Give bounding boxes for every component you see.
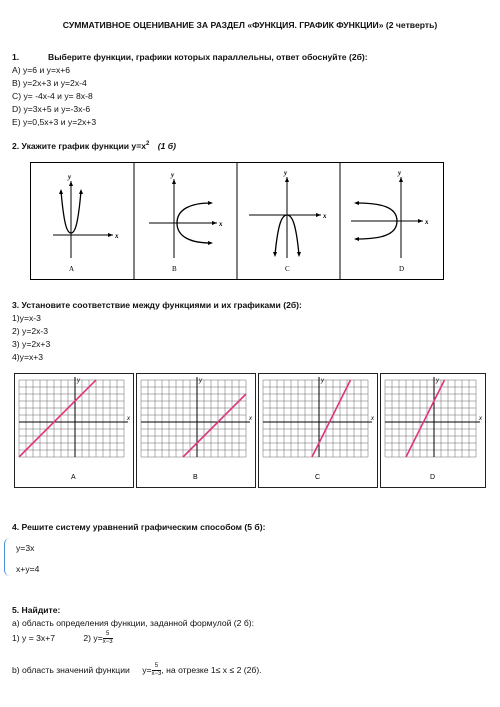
q2b-x-label: x (219, 220, 223, 228)
q2d-x-arrow (418, 219, 423, 223)
function-line (406, 380, 445, 457)
q2d-curve-arrow-top (354, 201, 359, 205)
q1-option-e: E) y=0,5x+3 и y=2x+3 (12, 117, 97, 127)
x-axis-label: x (249, 416, 252, 422)
y-axis-label: y (77, 378, 80, 384)
q2c-caption: C (285, 265, 290, 273)
q1-number: 1. (12, 52, 20, 62)
q4-text: 4. Решите систему уравнений графическим способом (5 б): (12, 522, 266, 532)
x-axis-label: x (371, 416, 374, 422)
q3-graph-c-svg (259, 374, 377, 487)
y-axis-label: y (436, 378, 439, 384)
q3-graph-d-caption: D (430, 474, 436, 481)
x-axis-label: x (127, 416, 130, 422)
q2-graph-a (53, 173, 119, 273)
q5-b-fraction (152, 663, 162, 678)
q2b-curve-arrow-top (208, 201, 213, 205)
q2-graph-d (351, 169, 429, 273)
q3-graph-c-caption: C (315, 474, 321, 481)
q2-graphs-svg (31, 163, 443, 279)
page-title: СУММАТИВНОЕ ОЦЕНИВАНИЕ ЗА РАЗДЕЛ «ФУНКЦИЯ. ГРАФИК ФУНКЦИИ» (2 четверть) (62, 20, 438, 30)
q2c-curve-arrow-right (297, 252, 301, 257)
q5-b-text: b) область значений функции (12, 664, 130, 675)
q2a-y-label: y (68, 173, 72, 181)
q2a-x-arrow (108, 233, 113, 237)
q3-item-4: 4)y=x+3 (12, 352, 44, 362)
q5-a-fraction-den: x−3 (102, 639, 113, 645)
q1-option-a: A) y=6 и y=x+6 (12, 65, 71, 75)
q2d-y-label: y (398, 169, 402, 177)
q2b-caption: B (172, 265, 177, 273)
q2-graph-panel (30, 162, 444, 280)
q2c-x-arrow (316, 213, 321, 217)
q5-b-fraction-num: 5 (152, 663, 162, 671)
q3-graph-b (136, 373, 256, 488)
q4-equation-1: y=3x (16, 543, 35, 553)
q2d-y-arrow (399, 177, 403, 182)
q3-graph-a-svg (15, 374, 133, 487)
function-line (312, 380, 351, 457)
q5-b-line (12, 663, 262, 678)
q2a-caption: A (69, 265, 75, 273)
system-brace (4, 538, 11, 576)
q1-option-d: D) y=3x+5 и y=-3x-6 (12, 104, 91, 114)
q1-text: Выберите функции, графики которых параллельны, ответ обоснуйте (2б): (48, 52, 368, 62)
q2d-caption: D (399, 265, 405, 273)
q2a-curve-arrow-right (79, 189, 83, 194)
q2d-x-label: x (425, 218, 429, 226)
q1-option-c: C) y= -4x-4 и y= 8x-8 (12, 91, 93, 101)
q5-a-formula-2-prefix: 2) y= (83, 632, 103, 643)
q2b-curve-arrow-bottom (208, 241, 213, 245)
q3-graph-d-svg (381, 374, 485, 487)
q2-graph-b (149, 171, 223, 273)
q5-b-tail: , на отрезке 1≤ x ≤ 2 (2б). (161, 664, 262, 675)
q3-graph-d (380, 373, 486, 488)
q2d-curve-arrow-bottom (354, 237, 359, 241)
q2b-y-arrow (172, 179, 176, 184)
q2c-y-label: y (284, 169, 288, 177)
x-axis-label: x (479, 416, 482, 422)
function-line (183, 394, 246, 457)
q3-item-3: 3) y=2x+3 (12, 339, 51, 349)
q2a-y-arrow (69, 181, 73, 186)
q2-graph-c (249, 169, 327, 273)
q2c-curve-arrow-left (273, 252, 277, 257)
y-axis-label: y (199, 378, 202, 384)
q3-graph-a-caption: A (71, 474, 76, 481)
q5-a-fraction-num: 5 (103, 631, 113, 639)
q5-b-y: y= (142, 664, 152, 675)
q2a-curve-arrow-left (59, 189, 63, 194)
q5-b-fraction-den: x−3 (151, 671, 162, 677)
q3-item-2: 2) y=2x-3 (12, 326, 49, 336)
q5-a-formulas (12, 631, 113, 646)
q3-graph-b-caption: B (193, 474, 198, 481)
q5-text: 5. Найдите: (12, 605, 61, 615)
q3-graph-a (14, 373, 134, 488)
q5-a-text: a) область определения функции, заданной формулой (2 б): (12, 618, 254, 628)
q2a-x-label: x (115, 232, 119, 240)
q3-graph-c (258, 373, 378, 488)
function-line (19, 380, 96, 457)
q3-item-1: 1)y=x-3 (12, 313, 41, 323)
q2-exponent: 2 (146, 141, 150, 148)
q2c-y-arrow (285, 177, 289, 182)
q5-a-formula-1: 1) y = 3x+7 (12, 632, 55, 643)
q3-graph-b-svg (137, 374, 255, 487)
q2-question: 2. Укажите график функции y=x (12, 141, 146, 151)
q2-text (12, 141, 176, 151)
q2b-x-arrow (212, 221, 217, 225)
q2c-x-label: x (323, 212, 327, 220)
q1-option-b: B) y=2x+3 и y=2x-4 (12, 78, 87, 88)
q5-a-fraction (103, 631, 113, 646)
q4-equation-2: x+y=4 (16, 564, 40, 574)
q2-points: (1 б) (157, 141, 176, 151)
q2b-y-label: y (171, 171, 175, 179)
q3-text: 3. Установите соответствие между функциями и их графиками (2б): (12, 300, 302, 310)
y-axis-label: y (321, 378, 324, 384)
